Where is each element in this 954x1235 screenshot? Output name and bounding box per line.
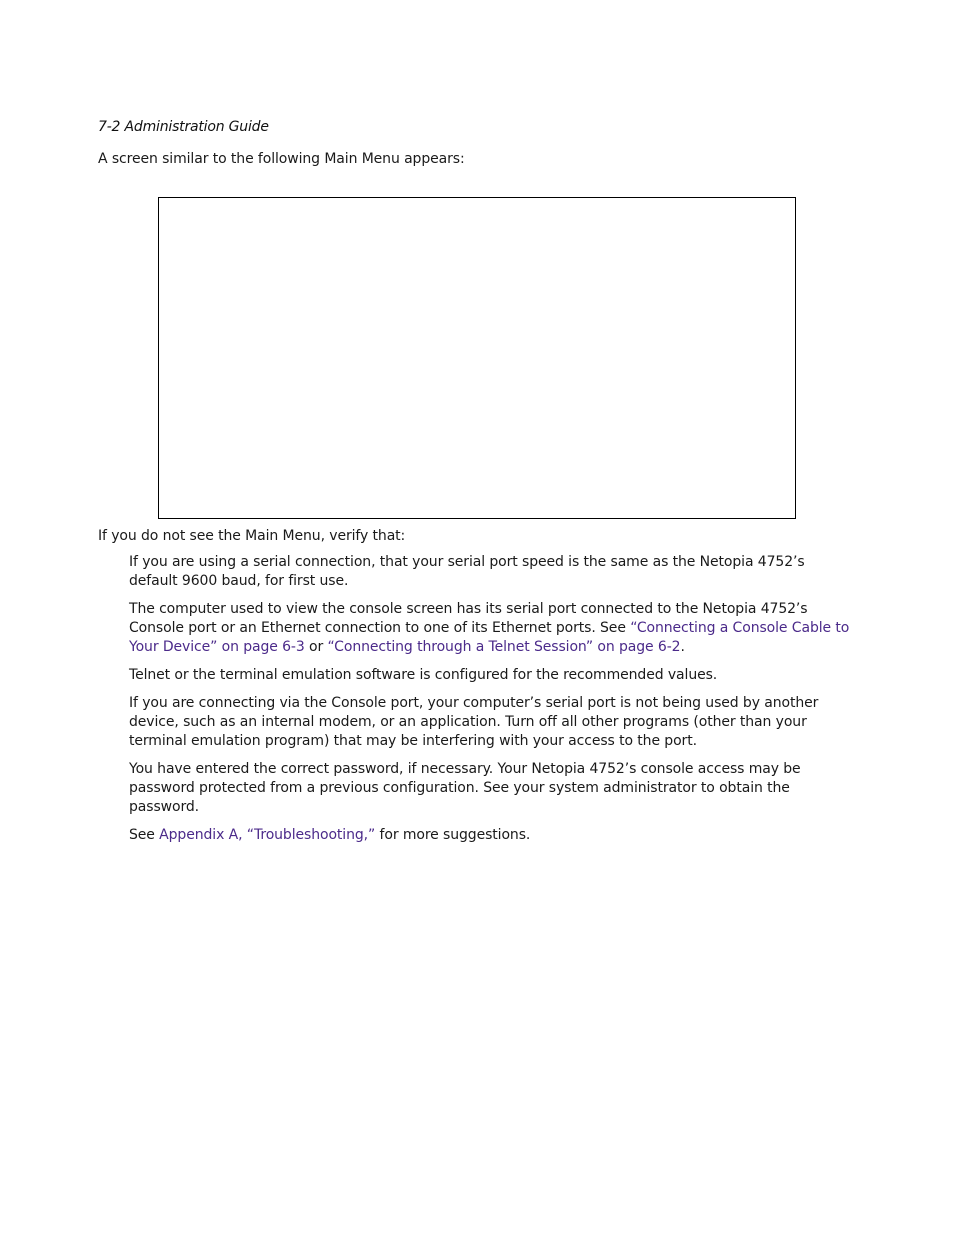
list-item-serial-port-usage [129, 694, 854, 751]
list-item-text: Telnet or the terminal emulation software is configured for the recommended values. [129, 667, 718, 683]
list-item-text: The computer used to view the console screen has its serial port connected to the Netopia 4752’s Console port or an Ethernet connection to one of its Ethernet ports. See [129, 601, 808, 636]
main-menu-screen-image [158, 197, 796, 519]
list-item-serial-speed [129, 553, 854, 591]
link-appendix-troubleshooting[interactable]: Appendix A, “Troubleshooting,” [159, 827, 376, 843]
list-item-text: See [129, 827, 160, 843]
list-item-text: for more suggestions. [375, 827, 531, 843]
list-item-text: You have entered the correct password, if necessary. Your Netopia 4752’s console access may be password protected from a previous configuration. See your system administrator to obtain the password. [129, 761, 801, 815]
intro-paragraph: A screen similar to the following Main Menu appears: [98, 151, 465, 167]
list-item-text: If you are using a serial connection, that your serial port speed is the same as the Netopia 4752’s default 9600 baud, for first use. [129, 554, 805, 589]
list-item-password [129, 760, 854, 817]
list-item-troubleshooting [129, 826, 854, 845]
page-header: 7-2 Administration Guide [98, 119, 269, 135]
verification-list [129, 553, 854, 854]
verify-lead-paragraph: If you do not see the Main Menu, verify that: [98, 528, 406, 544]
link-console-cable[interactable]: “Connecting a Console Cable to Your Device” on page 6-3 [129, 620, 850, 655]
list-item-text: or [304, 639, 328, 655]
list-item-text: If you are connecting via the Console port, your computer’s serial port is not being used by another device, such as an internal modem, or an application. Turn off all other programs (other than your terminal emulation program) that may be interfering with your access to the port. [129, 695, 819, 749]
link-telnet-session[interactable]: “Connecting through a Telnet Session” on page 6-2 [327, 639, 681, 655]
list-item-terminal-settings [129, 666, 854, 685]
list-item-text: . [680, 639, 685, 655]
list-item-console-connection [129, 600, 854, 657]
